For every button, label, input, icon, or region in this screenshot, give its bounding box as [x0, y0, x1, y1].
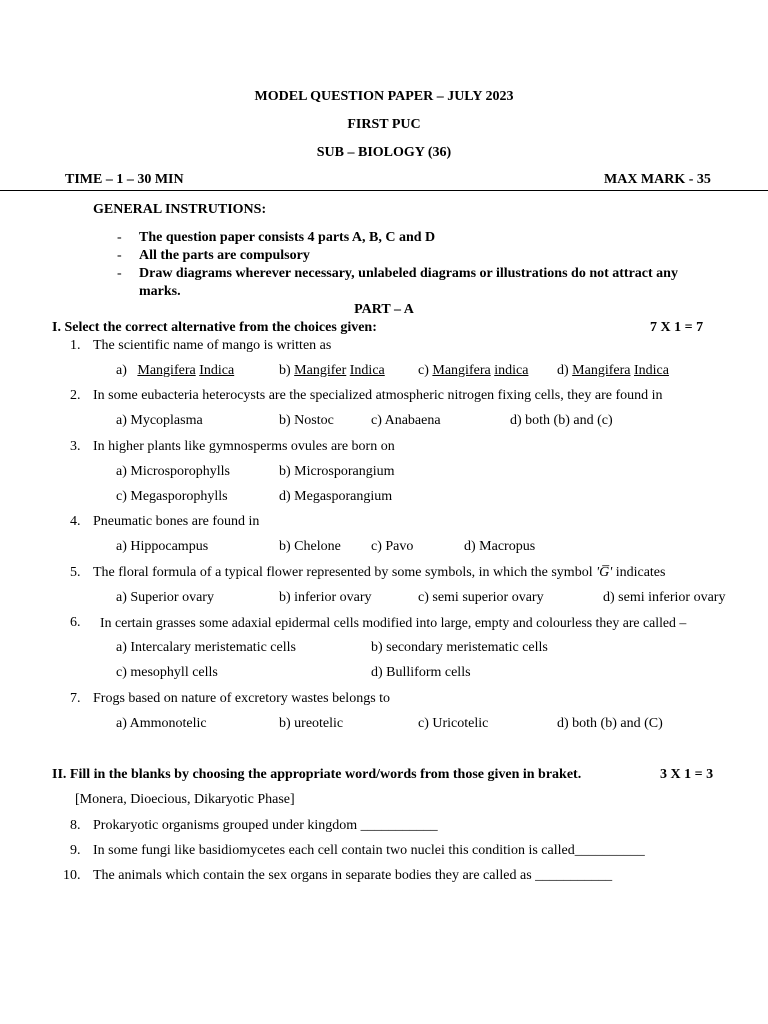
option-a: a) Microsporophylls — [116, 464, 230, 479]
option-label: c) — [418, 363, 429, 378]
option-word: Indica — [349, 363, 385, 378]
option-d: d) Megasporangium — [279, 489, 393, 504]
option-b: b) secondary meristematic cells — [371, 640, 548, 655]
question-number: 4. — [70, 514, 81, 529]
option-c: c) Uricotelic — [418, 716, 489, 731]
question-number: 10. — [63, 868, 81, 883]
option-a: a) Hippocampus — [116, 539, 209, 554]
option-c — [418, 363, 528, 379]
question-number: 1. — [70, 338, 81, 353]
option-b: b) Microsporangium — [279, 464, 395, 479]
time-label: TIME – 1 – 30 MIN — [65, 172, 184, 187]
option-label: b) — [279, 363, 291, 378]
option-d: d) Bulliform cells — [371, 665, 471, 680]
floral-symbol: 'G̅' — [596, 565, 613, 580]
question-text: In some fungi like basidiomycetes each cell contain two nuclei this condition is called__________ — [93, 843, 645, 858]
instruction-item: marks. — [139, 284, 181, 299]
option-a: a) Superior ovary — [116, 590, 214, 605]
option-label: a) — [116, 363, 127, 378]
option-word: Mangifera — [137, 363, 196, 378]
option-a: a) Mycoplasma — [116, 413, 203, 428]
section-2-marks: 3 X 1 = 3 — [660, 767, 714, 782]
paper-title: MODEL QUESTION PAPER – JULY 2023 — [254, 89, 514, 104]
option-a: a) Intercalary meristematic cells — [116, 640, 296, 655]
option-c: c) semi superior ovary — [418, 590, 544, 605]
question-text: Frogs based on nature of excretory wastes belongs to — [93, 691, 391, 706]
option-d: d) Macropus — [464, 539, 536, 554]
section-1-marks: 7 X 1 = 7 — [650, 320, 704, 335]
question-number: 2. — [70, 388, 81, 403]
option-word: Mangifera — [432, 363, 491, 378]
bullet-dash: - — [117, 266, 122, 281]
question-number: 7. — [70, 691, 81, 706]
bullet-dash: - — [117, 248, 122, 263]
option-a: a) Ammonotelic — [116, 716, 207, 731]
instruction-item: Draw diagrams wherever necessary, unlabeled diagrams or illustrations do not attract any — [139, 266, 678, 281]
option-d — [557, 363, 669, 379]
option-c: c) Anabaena — [371, 413, 441, 428]
option-b: b) inferior ovary — [279, 590, 372, 605]
max-mark-label: MAX MARK - 35 — [604, 172, 711, 187]
option-c: c) Pavo — [371, 539, 414, 554]
option-word: Indica — [199, 363, 235, 378]
question-number: 9. — [70, 843, 81, 858]
question-text: In some eubacteria heterocysts are the specialized atmospheric nitrogen fixing cells, they are found in — [93, 388, 663, 403]
option-b — [279, 363, 385, 379]
option-b: b) ureotelic — [279, 716, 344, 731]
option-word: Indica — [633, 363, 669, 378]
question-text-part: The floral formula of a typical flower represented by some symbols, in which the symbol — [93, 565, 593, 580]
question-text — [93, 565, 665, 581]
option-b: b) Nostoc — [279, 413, 334, 428]
instructions-heading: GENERAL INSTRUTIONS: — [93, 202, 267, 217]
question-text-part: indicates — [615, 565, 666, 580]
question-text: In certain grasses some adaxial epidermal cells modified into large, empty and colourless they are called – — [100, 615, 687, 630]
option-word: Mangifer — [294, 363, 347, 378]
option-word: Mangifera — [572, 363, 631, 378]
option-c: c) mesophyll cells — [116, 665, 218, 680]
option-d: d) semi inferior ovary — [603, 590, 726, 605]
instruction-item: The question paper consists 4 parts A, B, C and D — [139, 230, 436, 245]
question-text: The scientific name of mango is written as — [93, 338, 332, 353]
question-number: 8. — [70, 818, 81, 833]
subject-name: SUB – BIOLOGY (36) — [316, 145, 452, 160]
header-divider — [0, 190, 768, 191]
option-d: d) both (b) and (c) — [510, 413, 613, 428]
option-d: d) both (b) and (C) — [557, 716, 663, 731]
instruction-item: All the parts are compulsory — [139, 248, 310, 263]
option-c: c) Megasporophylls — [116, 489, 228, 504]
part-a-title: PART – A — [354, 302, 414, 317]
question-number: 3. — [70, 439, 81, 454]
option-a — [116, 363, 234, 379]
class-name: FIRST PUC — [347, 117, 421, 132]
section-2-heading: II. Fill in the blanks by choosing the appropriate word/words from those given in braket. — [52, 767, 582, 782]
option-label: d) — [557, 363, 569, 378]
question-text: The animals which contain the sex organs in separate bodies they are called as ___________ — [93, 868, 613, 883]
question-number: 6. — [70, 615, 81, 630]
question-text: Pneumatic bones are found in — [93, 514, 260, 529]
question-text: Prokaryotic organisms grouped under kingdom ___________ — [93, 818, 438, 833]
section-1-heading: I. Select the correct alternative from the choices given: — [52, 320, 377, 335]
option-word: indica — [494, 363, 529, 378]
word-bank: [Monera, Dioecious, Dikaryotic Phase] — [75, 792, 295, 807]
question-text: In higher plants like gymnosperms ovules are born on — [93, 439, 395, 454]
bullet-dash: - — [117, 230, 122, 245]
question-number: 5. — [70, 565, 81, 580]
option-b: b) Chelone — [279, 539, 341, 554]
